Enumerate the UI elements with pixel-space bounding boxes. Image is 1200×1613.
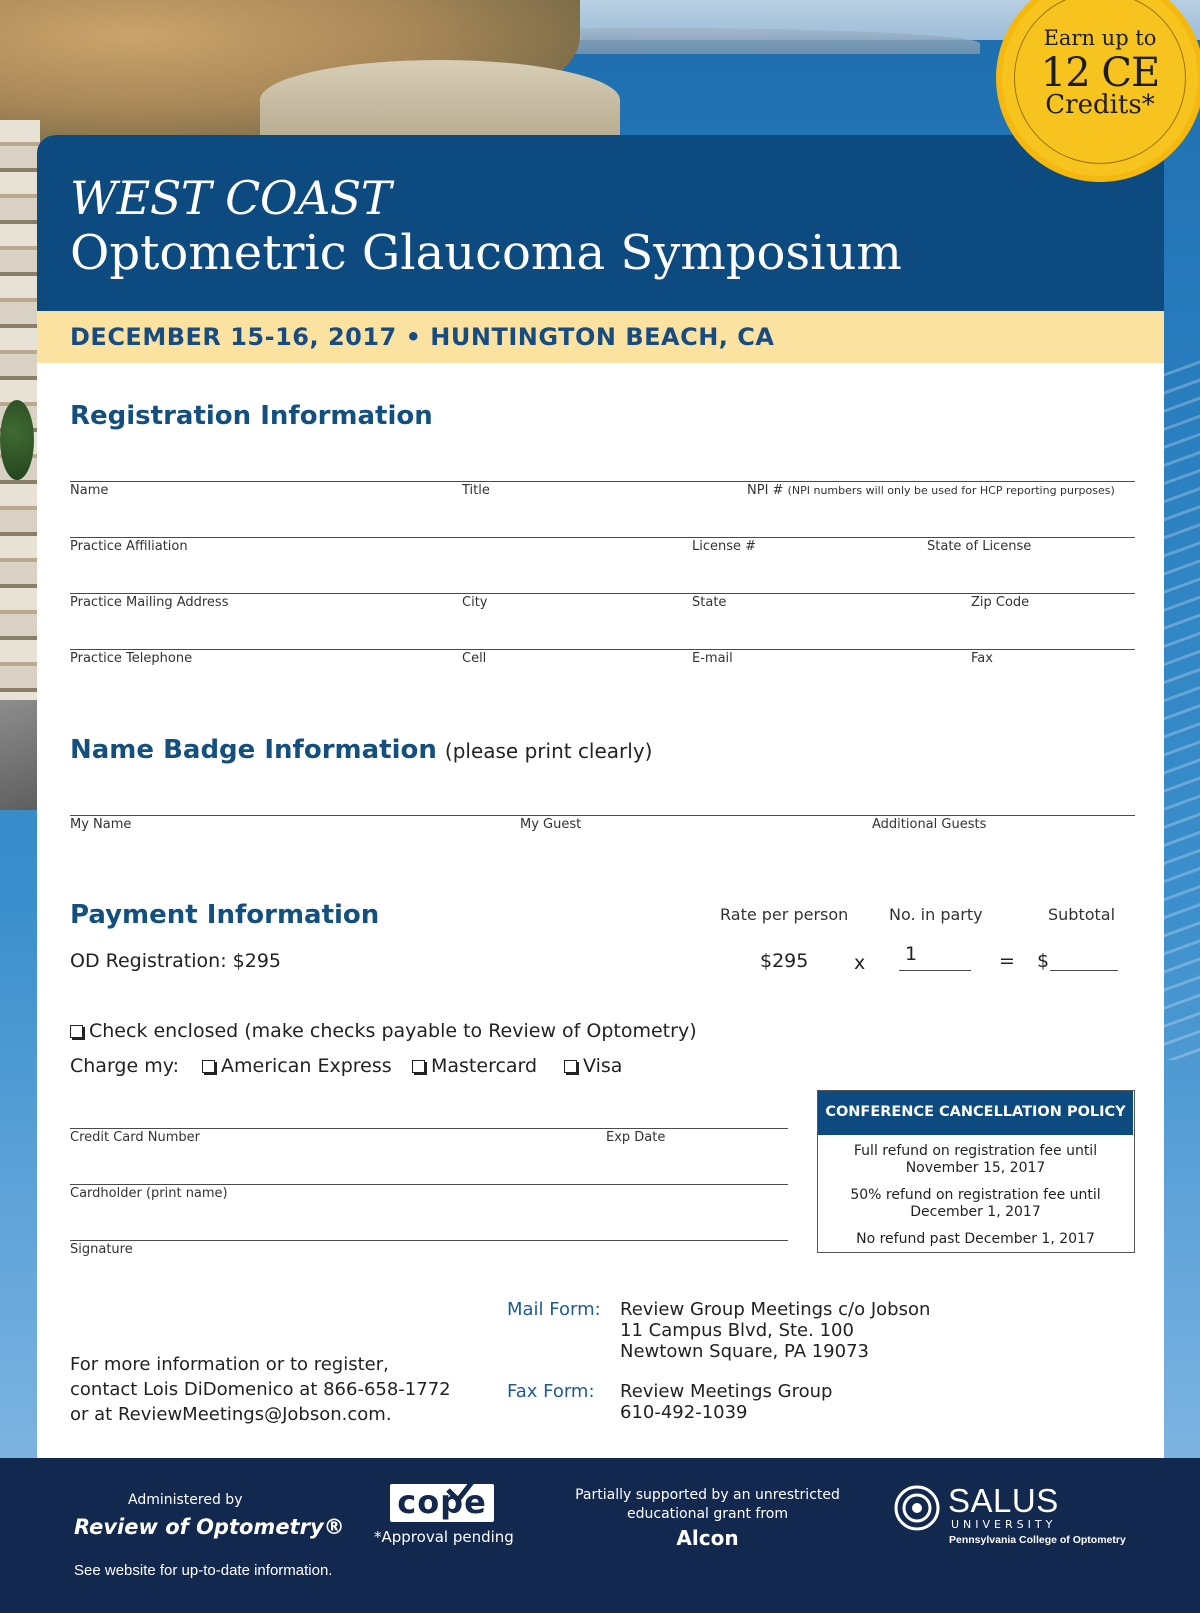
grant-text: Partially supported by an unrestricted educational grant from	[575, 1487, 840, 1522]
license-label: License #	[692, 539, 757, 554]
amex-option[interactable]: American Express	[202, 1055, 392, 1077]
policy-no-refund: No refund past December 1, 2017	[856, 1231, 1095, 1247]
subtotal-column-header: Subtotal	[1048, 905, 1116, 924]
affiliation-license-line[interactable]	[70, 537, 1135, 538]
mailing-address-label: Practice Mailing Address	[70, 595, 229, 610]
fax-form-label: Fax Form:	[507, 1381, 595, 1402]
cell-label: Cell	[462, 651, 487, 666]
page-title: Optometric Glaucoma Symposium	[70, 225, 902, 281]
seal-line-3: Credits*	[1045, 90, 1155, 120]
state-label: State	[692, 595, 727, 610]
cardholder-label: Cardholder (print name)	[70, 1186, 228, 1201]
name-badge-subtitle: (please print clearly)	[444, 739, 653, 763]
rate-column-header: Rate per person	[720, 905, 849, 924]
subtotal-dollar-sign: $	[1037, 950, 1050, 972]
party-count-value[interactable]: 1	[905, 943, 918, 965]
website-note: See website for up-to-date information.	[74, 1562, 333, 1579]
registration-form-card	[37, 135, 1164, 1613]
credit-card-line[interactable]	[70, 1128, 788, 1129]
checkbox-icon[interactable]	[202, 1060, 215, 1073]
footer-bar	[0, 1458, 1200, 1613]
visa-option[interactable]: Visa	[564, 1055, 622, 1077]
policy-partial-refund: 50% refund on registration fee until December 1, 2017	[850, 1187, 1101, 1220]
telephone-label: Practice Telephone	[70, 651, 193, 666]
salus-emblem-icon	[893, 1484, 941, 1532]
od-registration-item: OD Registration: $295	[70, 950, 281, 972]
checkmark-icon	[444, 1470, 484, 1506]
date-location-band	[37, 311, 1164, 363]
exp-date-label: Exp Date	[606, 1130, 666, 1145]
checkbox-icon[interactable]	[412, 1060, 425, 1073]
signature-label: Signature	[70, 1242, 133, 1257]
rate-value: $295	[760, 950, 809, 972]
cope-logo: cope	[390, 1484, 494, 1522]
salus-wordmark: SALUS	[948, 1482, 1059, 1519]
my-name-label: My Name	[70, 817, 132, 832]
party-count-underline	[899, 970, 971, 971]
times-sign: x	[854, 952, 866, 974]
charge-my-label: Charge my:	[70, 1055, 179, 1077]
name-badge-heading: Name Badge Information (please print clearly)	[70, 735, 653, 765]
more-info-text: For more information or to register, contact Lois DiDomenico at 866-658-1772 or at ReviewMeetings@Jobson.com.	[70, 1354, 451, 1425]
university-wordmark: UNIVERSITY	[951, 1518, 1057, 1531]
check-enclosed-option[interactable]: Check enclosed (make checks payable to Review of Optometry)	[70, 1020, 697, 1042]
mail-form-label: Mail Form:	[507, 1299, 601, 1320]
cancellation-policy-box	[817, 1090, 1135, 1253]
city-label: City	[462, 595, 488, 610]
title-label: Title	[462, 483, 490, 498]
name-label: Name	[70, 483, 109, 498]
alcon-logo: Alcon	[676, 1526, 739, 1550]
cardholder-line[interactable]	[70, 1184, 788, 1185]
name-title-npi-line[interactable]	[70, 481, 1135, 482]
email-label: E-mail	[692, 651, 733, 666]
checkbox-icon[interactable]	[70, 1025, 83, 1038]
npi-note: (NPI numbers will only be used for HCP reporting purposes)	[787, 484, 1115, 497]
subtotal-field-line[interactable]	[1050, 970, 1118, 971]
phone-email-line[interactable]	[70, 649, 1135, 650]
fax-details: Review Meetings Group 610-492-1039	[620, 1381, 833, 1423]
fax-label: Fax	[971, 651, 993, 666]
credit-card-number-label: Credit Card Number	[70, 1130, 200, 1145]
my-guest-label: My Guest	[520, 817, 582, 832]
dateline: DECEMBER 15-16, 2017 • HUNTINGTON BEACH, CA	[70, 323, 775, 351]
mail-address: Review Group Meetings c/o Jobson 11 Campus Blvd, Ste. 100 Newtown Square, PA 19073	[620, 1299, 931, 1362]
header-banner	[37, 135, 1164, 311]
policy-heading: CONFERENCE CANCELLATION POLICY	[818, 1091, 1133, 1135]
approval-pending-text: *Approval pending	[374, 1528, 514, 1546]
review-of-optometry-logo: Review of Optometry®	[74, 1515, 345, 1539]
checkbox-icon[interactable]	[564, 1060, 577, 1073]
header-kicker: WEST COAST	[70, 171, 391, 225]
seal-line-2: 12 CE	[1040, 50, 1160, 96]
npi-label: NPI # (NPI numbers will only be used for HCP reporting purposes)	[747, 483, 1115, 498]
additional-guests-label: Additional Guests	[872, 817, 987, 832]
equals-sign: =	[999, 950, 1015, 972]
zip-label: Zip Code	[971, 595, 1030, 610]
seal-line-1: Earn up to	[1043, 26, 1157, 50]
mastercard-option[interactable]: Mastercard	[412, 1055, 537, 1077]
administered-by-text: Administered by	[128, 1492, 243, 1508]
registration-heading: Registration Information	[70, 401, 433, 431]
practice-affiliation-label: Practice Affiliation	[70, 539, 188, 554]
party-column-header: No. in party	[889, 905, 983, 924]
policy-full-refund: Full refund on registration fee until November 15, 2017	[853, 1143, 1098, 1176]
address-line[interactable]	[70, 593, 1135, 594]
signature-line[interactable]	[70, 1240, 788, 1241]
state-of-license-label: State of License	[927, 539, 1032, 554]
pco-wordmark: Pennsylvania College of Optometry	[949, 1534, 1126, 1546]
badge-line[interactable]	[70, 815, 1135, 816]
payment-heading: Payment Information	[70, 900, 380, 930]
